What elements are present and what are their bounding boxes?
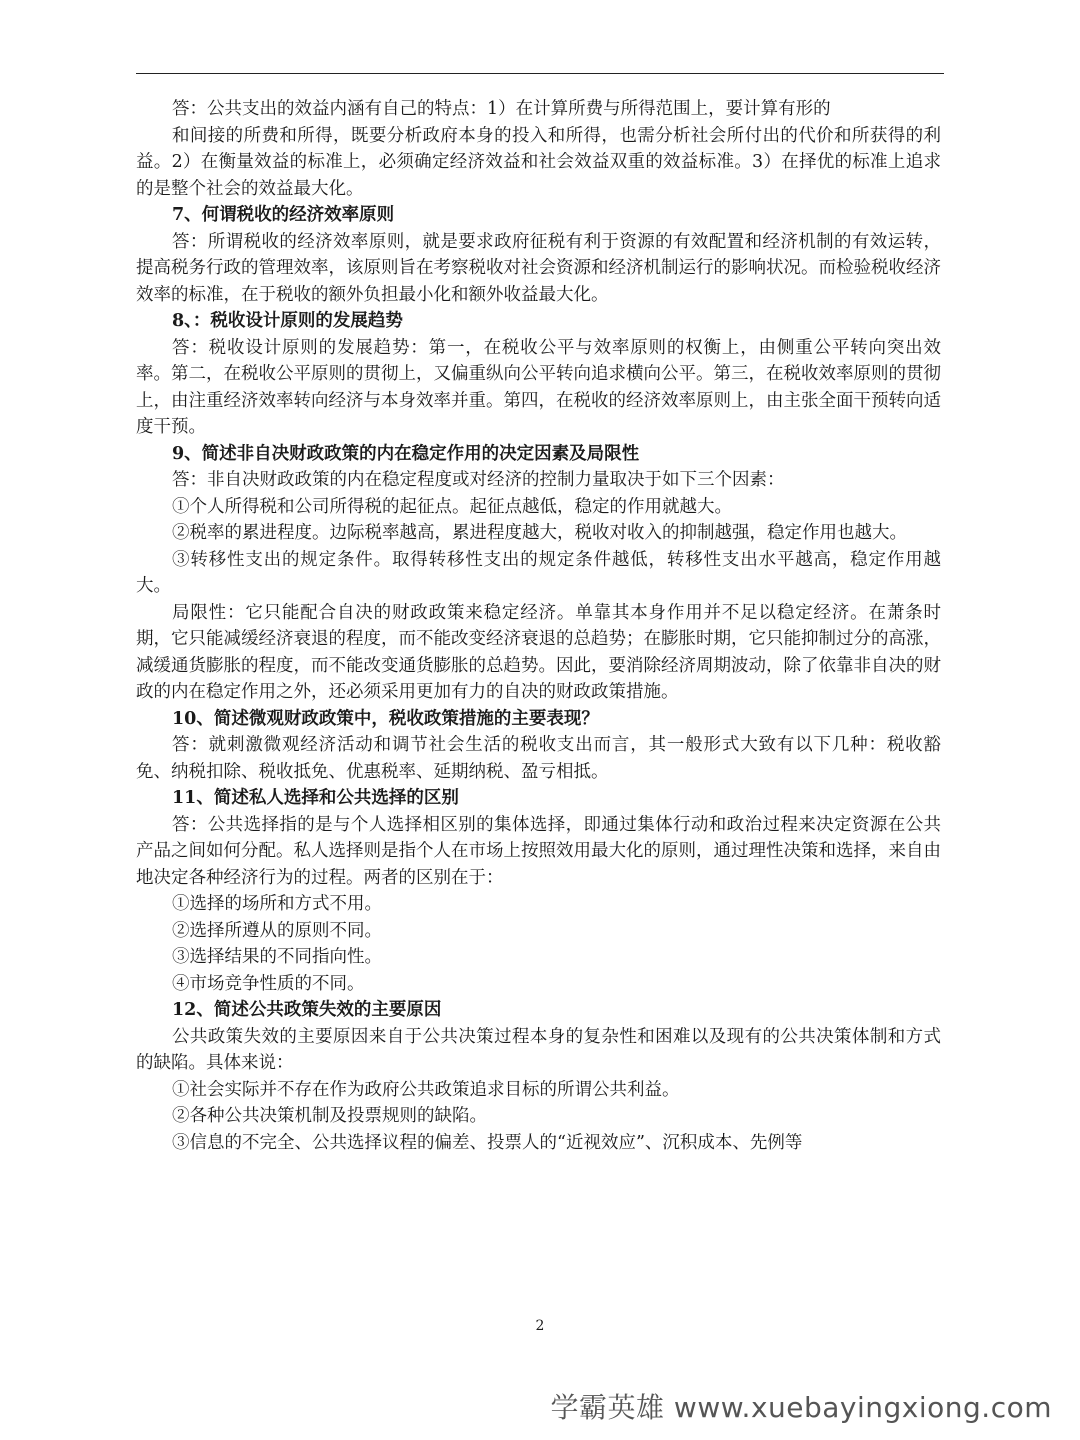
body-paragraph: ②各种公共决策机制及投票规则的缺陷。	[172, 1106, 487, 1126]
body-paragraph: 答：税收设计原则的发展趋势：第一，在税收公平与效率原则的权衡上，由侧重公平转向突出效率。第二，在税收公平原则的贯彻上，又偏重纵向公平转向追求横向公平。第三，在税收效率原则的贯彻上，由注重经济效率转向经济与本身效率并重。第四，在税收的经济效率原则上，由主张全面干预转向适度干预。	[136, 337, 941, 437]
body-paragraph: ③转移性支出的规定条件。取得转移性支出的规定条件越低，转移性支出水平越高，稳定作用越大。	[136, 549, 941, 596]
header-rule	[136, 73, 944, 74]
body-paragraph: ①选择的场所和方式不用。	[172, 894, 382, 914]
body-paragraph: 公共政策失效的主要原因来自于公共决策过程本身的复杂性和困难以及现有的公共决策体制和方式的缺陷。具体来说：	[136, 1026, 941, 1073]
body-paragraph: ①社会实际并不存在作为政府公共政策追求目标的所谓公共利益。	[172, 1079, 680, 1100]
body-paragraph: ①个人所得税和公司所得税的起征点。起征点越低，稳定的作用就越大。	[172, 496, 732, 517]
section-heading: 8、：税收设计原则的发展趋势	[172, 311, 403, 331]
body-paragraph: 答：所谓税收的经济效率原则，就是要求政府征税有利于资源的有效配置和经济机制的有效运转，提高税务行政的管理效率，该原则旨在考察税收对社会资源和经济机制运行的影响状况。而检验税收经济效率的标准，在于税收的额外负担最小化和额外收益最大化。	[136, 231, 941, 305]
section-heading: 12、简述公共政策失效的主要原因	[172, 1000, 442, 1020]
body-paragraph: ③信息的不完全、公共选择议程的偏差、投票人的“近视效应”、沉积成本、先例等	[172, 1132, 803, 1153]
body-paragraph: 答：就刺激微观经济活动和调节社会生活的税收支出而言，其一般形式大致有以下几种：税收豁免、纳税扣除、税收抵免、优惠税率、延期纳税、盈亏相抵。	[136, 735, 941, 782]
watermark-text: 学霸英雄 www.xuebayingxiong.com	[550, 1391, 1052, 1424]
body-paragraph: 答：公共选择指的是与个人选择相区别的集体选择，即通过集体行动和政治过程来决定资源在公共产品之间如何分配。私人选择则是指个人在市场上按照效用最大化的原则，通过理性决策和选择，来自由地决定各种经济行为的过程。两者的区别在于：	[136, 814, 941, 888]
body-paragraph: ③选择结果的不同指向性。	[172, 947, 382, 967]
body-paragraph: 局限性：它只能配合自决的财政政策来稳定经济。单靠其本身作用并不足以稳定经济。在萧条时期，它只能减缓经济衰退的程度，而不能改变经济衰退的总趋势；在膨胀时期，它只能抑制过分的高涨，减缓通货膨胀的程度，而不能改变通货膨胀的总趋势。因此，要消除经济周期波动，除了依靠非自决的财政的内在稳定作用之外，还必须采用更加有力的自决的财政政策措施。	[136, 602, 941, 702]
body-paragraph: 答：非自决财政政策的内在稳定程度或对经济的控制力量取决于如下三个因素：	[172, 470, 785, 490]
section-heading: 11、简述私人选择和公共选择的区别	[172, 788, 459, 808]
section-heading: 9、简述非自决财政政策的内在稳定作用的决定因素及局限性	[172, 443, 640, 464]
body-paragraph: 答：公共支出的效益内涵有自己的特点：1）在计算所费与所得范围上，要计算有形的	[172, 99, 831, 119]
page-number: 2	[535, 1318, 545, 1334]
section-heading: 10、简述微观财政政策中，税收政策措施的主要表现？	[172, 708, 599, 729]
document-body	[136, 96, 941, 1156]
body-paragraph: ④市场竞争性质的不同。	[172, 973, 365, 994]
section-heading: 7、何谓税收的经济效率原则	[172, 205, 395, 225]
body-paragraph: 和间接的所费和所得，既要分析政府本身的投入和所得，也需分析社会所付出的代价和所获得的利益。2）在衡量效益的标准上，必须确定经济效益和社会效益双重的效益标准。3）在择优的标准上追求的是整个社会的效益最大化。	[136, 125, 941, 199]
body-paragraph: ②税率的累进程度。边际税率越高，累进程度越大，税收对收入的抑制越强，稳定作用也越大。	[172, 523, 907, 543]
body-paragraph: ②选择所遵从的原则不同。	[172, 920, 382, 941]
